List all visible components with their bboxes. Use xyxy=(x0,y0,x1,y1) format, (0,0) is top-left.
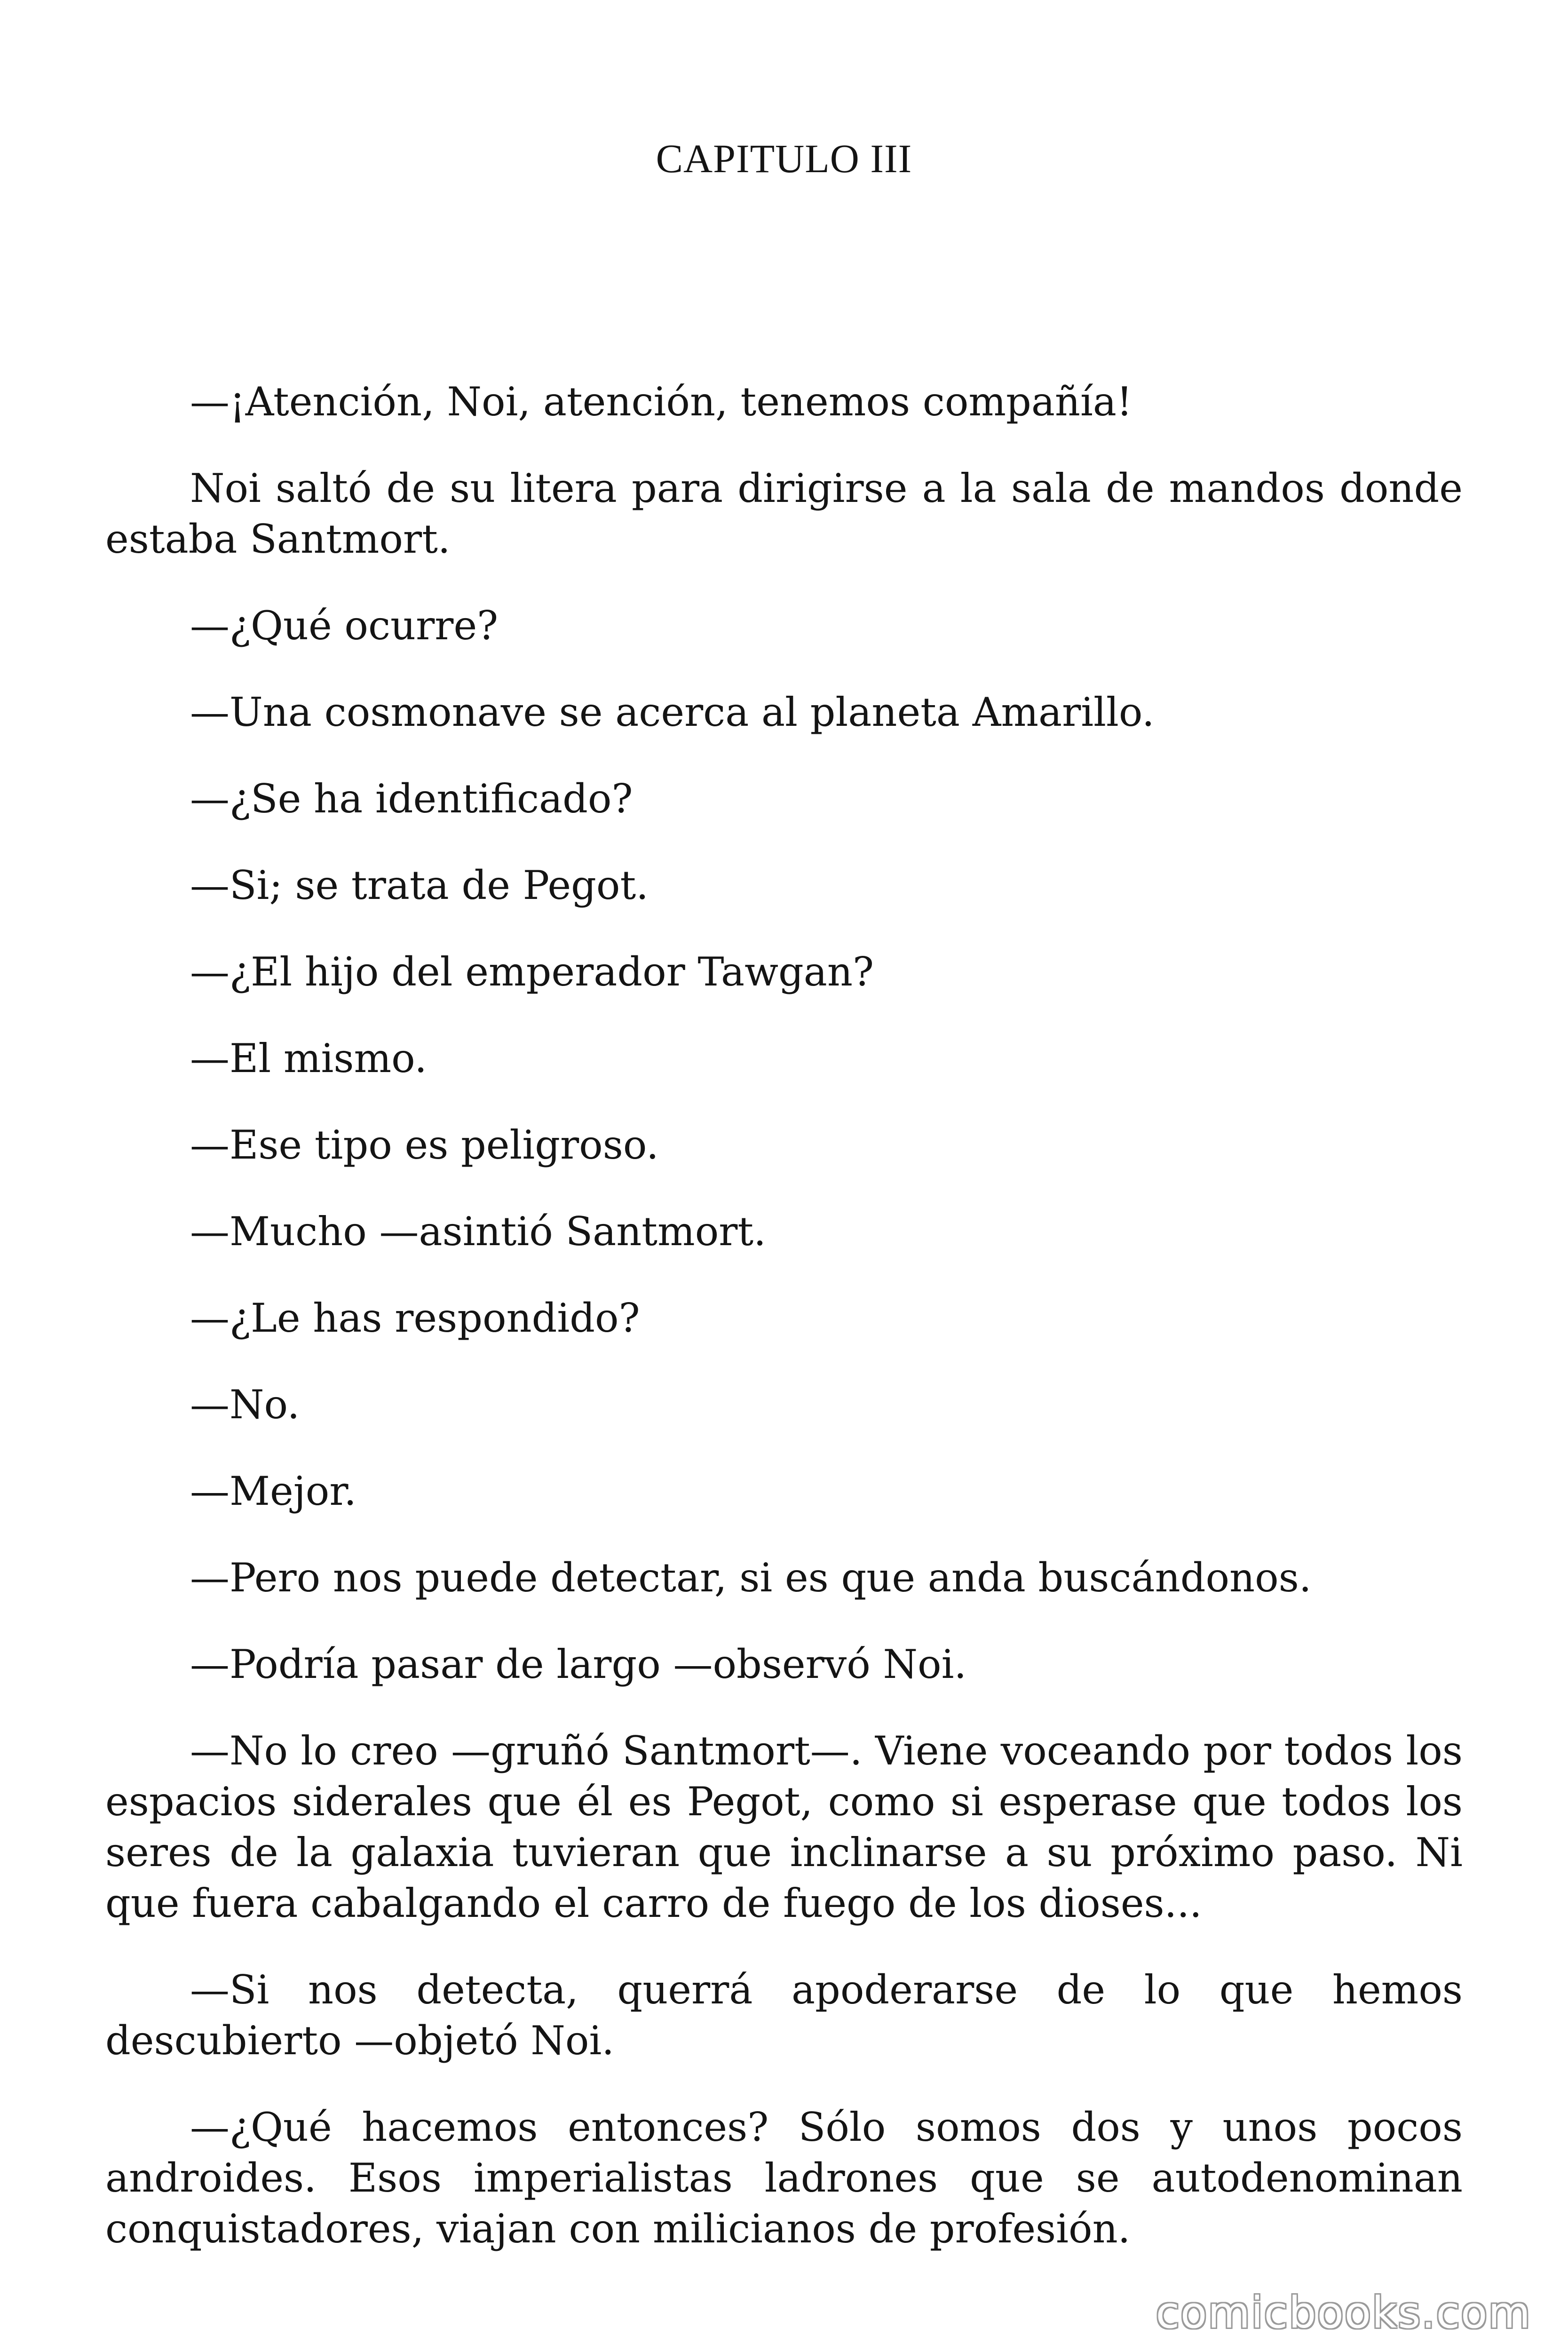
chapter-body xyxy=(105,376,1463,2290)
chapter-title: CAPITULO III xyxy=(656,136,912,181)
paragraph-4: —Una cosmonave se acerca al planeta Amarillo. xyxy=(190,689,1155,735)
paragraph-10: —Mucho —asintió Santmort. xyxy=(190,1208,766,1255)
paragraph-12: —No. xyxy=(190,1382,300,1428)
paragraph-9: —Ese tipo es peligroso. xyxy=(190,1122,659,1168)
paragraph-5: —¿Se ha identificado? xyxy=(190,776,633,822)
paragraph-6: —Si; se trata de Pegot. xyxy=(190,862,649,908)
paragraph-17: —Si nos detecta, querrá apoderarse de lo que hemos descubierto —objetó Noi. xyxy=(105,1967,1463,2064)
watermark-logo: comicbooks.com xyxy=(1156,2288,1531,2338)
paragraph-11: —¿Le has respondido? xyxy=(190,1295,640,1341)
paragraph-7: —¿El hijo del emperador Tawgan? xyxy=(190,949,874,995)
paragraph-8: —El mismo. xyxy=(190,1035,427,1081)
paragraph-18: —¿Qué hacemos entonces? Sólo somos dos y unos pocos androides. Esos imperialistas ladrones que se autodenominan conquistadores, viajan con milicianos de profesión. xyxy=(105,2104,1463,2252)
paragraph-13: —Mejor. xyxy=(190,1468,356,1514)
paragraph-16: —No lo creo —gruñó Santmort—. Viene voceando por todos los espacios siderales que él es Pegot, como si esperase que todos los seres de la galaxia tuvieran que inclinarse a su próximo paso. Ni que fuera cabalgando el carro de fuego de los dioses... xyxy=(105,1728,1463,1926)
paragraph-1: —¡Atención, Noi, atención, tenemos compañía! xyxy=(190,379,1132,425)
paragraph-15: —Podría pasar de largo —observó Noi. xyxy=(190,1641,967,1687)
paragraph-14: —Pero nos puede detectar, si es que anda buscándonos. xyxy=(190,1555,1312,1601)
paragraph-2: Noi saltó de su litera para dirigirse a la sala de mandos donde estaba Santmort. xyxy=(105,465,1463,562)
paragraph-3: —¿Qué ocurre? xyxy=(190,603,499,649)
